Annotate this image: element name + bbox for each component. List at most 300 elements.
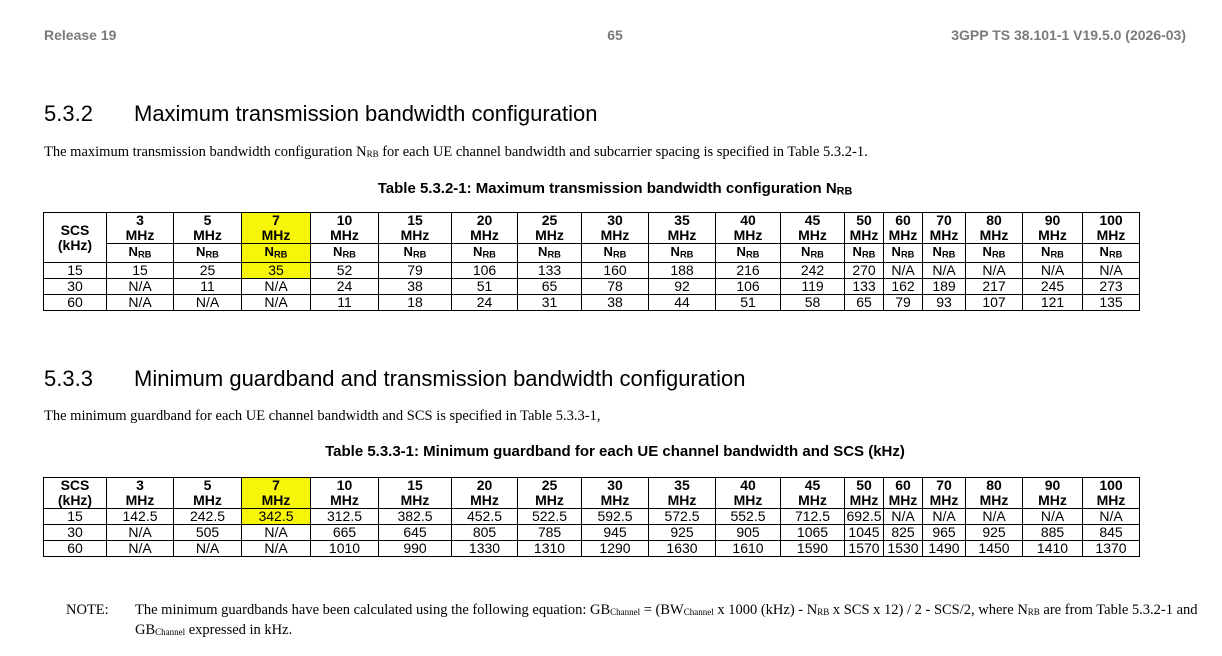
bandwidth-unit: MHz [470, 227, 499, 243]
nrb-symbol: N [670, 244, 680, 259]
value-cell: 712.5 [781, 509, 845, 525]
value-cell: 189 [923, 279, 966, 295]
value-cell: 15 [107, 263, 174, 279]
table-row [44, 525, 1140, 541]
bandwidth-unit: MHz [733, 492, 763, 508]
bandwidth-value: 20 [476, 212, 493, 228]
scs-header-unit: (kHz) [57, 236, 93, 253]
caption-text: Table 5.3.2-1: Maximum transmission bandwidth configuration N [377, 180, 837, 197]
nrb-header-cell [311, 244, 379, 263]
bandwidth-header-cell [452, 213, 518, 244]
note-subscript: RB [817, 607, 830, 618]
value-cell: 925 [649, 525, 716, 541]
bandwidth-unit: MHz [979, 492, 1009, 508]
value-cell: 505 [174, 525, 242, 541]
nrb-subscript: RB [342, 249, 356, 260]
bandwidth-value: 60 [895, 212, 911, 228]
bandwidth-value: 100 [1099, 212, 1123, 228]
note-text [135, 601, 1222, 641]
bandwidth-value: 40 [740, 212, 756, 228]
value-cell: 11 [311, 295, 379, 311]
scs-cell: 30 [44, 525, 107, 541]
nrb-symbol: N [932, 244, 942, 259]
value-cell: 452.5 [452, 509, 518, 525]
bandwidth-header-cell [582, 478, 649, 509]
bandwidth-value: 60 [895, 477, 911, 493]
intro-text: The maximum transmission bandwidth configuration N [44, 144, 367, 160]
value-cell: 382.5 [379, 509, 452, 525]
nrb-subscript: RB [273, 249, 288, 260]
value-cell: 1290 [582, 541, 649, 557]
nrb-subscript: RB [482, 249, 496, 260]
bandwidth-unit: MHz [400, 492, 430, 508]
bandwidth-value: 3 [136, 212, 144, 228]
table-minimum-guardband [43, 477, 1140, 557]
note-part: The minimum guardbands have been calculated using the following equation: GB [135, 602, 611, 618]
value-cell: 645 [379, 525, 452, 541]
value-cell: 78 [582, 279, 649, 295]
nrb-header-cell [242, 244, 311, 263]
nrb-subscript: RB [900, 249, 915, 260]
section-title: Maximum transmission bandwidth configuration [134, 101, 598, 126]
value-cell: 885 [1023, 525, 1083, 541]
bandwidth-unit: MHz [261, 492, 291, 508]
bandwidth-unit: MHz [1038, 492, 1067, 508]
value-cell: 552.5 [716, 509, 781, 525]
value-cell: N/A [242, 279, 311, 295]
bandwidth-value: 15 [407, 477, 423, 493]
value-cell: N/A [884, 509, 923, 525]
nrb-subscript: RB [1050, 249, 1064, 260]
bandwidth-unit: MHz [193, 492, 222, 508]
nrb-header-cell [923, 244, 966, 263]
bandwidth-value: 100 [1099, 477, 1123, 493]
value-cell: 38 [582, 295, 649, 311]
value-cell: 119 [781, 279, 845, 295]
bandwidth-value: 3 [136, 477, 144, 493]
value-cell: 188 [649, 263, 716, 279]
value-cell: 242 [781, 263, 845, 279]
bandwidth-value: 45 [804, 477, 821, 493]
value-cell: 692.5 [846, 508, 882, 524]
value-cell: 25 [174, 263, 242, 279]
nrb-header-cell [716, 244, 781, 263]
note-part: = (BW [640, 602, 684, 618]
bandwidth-header-cell [107, 213, 174, 244]
value-cell: 65 [845, 295, 884, 311]
bandwidth-header-cell [379, 213, 452, 244]
bandwidth-header-cell [845, 213, 884, 244]
nrb-header-cell [845, 244, 884, 263]
nrb-subscript: RB [412, 249, 427, 260]
value-cell: 51 [452, 279, 518, 295]
value-cell: 245 [1023, 279, 1083, 295]
value-cell: 1065 [781, 525, 845, 541]
note-part: are from Table 5.3.2-1 and GB [135, 602, 1198, 639]
bandwidth-value: 50 [856, 477, 872, 493]
bandwidth-header-cell [452, 478, 518, 509]
value-cell: 1630 [649, 541, 716, 557]
value-cell: N/A [966, 263, 1023, 279]
value-cell: 905 [716, 525, 781, 541]
bandwidth-value: 70 [936, 212, 952, 228]
value-cell: 785 [518, 525, 582, 541]
nrb-subscript: RB [861, 249, 876, 260]
bandwidth-header-cell [884, 478, 923, 509]
table-max-transmission-bandwidth [43, 212, 1140, 311]
bandwidth-value: 30 [607, 212, 623, 228]
value-cell: N/A [107, 541, 174, 557]
value-cell: 1530 [884, 541, 923, 557]
bandwidth-header-cell [518, 213, 582, 244]
value-cell: 58 [781, 295, 845, 311]
bandwidth-header-cell [716, 478, 781, 509]
bandwidth-header-cell [311, 213, 379, 244]
bandwidth-unit: MHz [600, 492, 630, 508]
bandwidth-value: 15 [407, 212, 423, 228]
nrb-subscript: RB [612, 249, 627, 260]
intro-text-end: for each UE channel bandwidth and subcarrier spacing is specified in Table 5.3.2-1. [378, 144, 868, 160]
value-cell: 1490 [923, 541, 966, 557]
value-cell: N/A [1083, 263, 1140, 279]
nrb-header-cell [649, 244, 716, 263]
value-cell: 1410 [1023, 541, 1083, 557]
bandwidth-header-cell [174, 478, 242, 509]
value-cell: 160 [582, 263, 649, 279]
nrb-symbol: N [1041, 244, 1051, 259]
value-cell: N/A [884, 263, 923, 279]
nrb-symbol: N [891, 244, 901, 259]
bandwidth-unit: MHz [193, 227, 222, 243]
bandwidth-value: 10 [336, 212, 353, 228]
bandwidth-value: 50 [856, 212, 872, 228]
value-cell: 1590 [781, 541, 845, 557]
bandwidth-unit: MHz [125, 227, 155, 243]
value-cell: 52 [311, 263, 379, 279]
value-cell: 31 [518, 295, 582, 311]
value-cell: 106 [716, 279, 781, 295]
value-cell: N/A [923, 509, 966, 525]
bandwidth-unit: MHz [733, 227, 763, 243]
table-row [44, 279, 1140, 295]
scs-header-cell [44, 213, 107, 263]
nrb-symbol: N [128, 244, 138, 259]
bandwidth-unit: MHz [1096, 492, 1126, 508]
bandwidth-header-cell [242, 213, 311, 244]
bandwidth-unit: MHz [667, 492, 697, 508]
nrb-symbol: N [264, 244, 274, 259]
table-caption-5-3-3-1: Table 5.3.3-1: Minimum guardband for each UE channel bandwidth and SCS (kHz) [325, 443, 905, 460]
value-cell: 65 [518, 279, 582, 295]
value-cell: 121 [1023, 295, 1083, 311]
value-cell: N/A [174, 541, 242, 557]
scs-cell: 30 [44, 279, 107, 295]
value-cell: N/A [107, 279, 174, 295]
nrb-symbol: N [852, 244, 862, 259]
bandwidth-header-cell [923, 478, 966, 509]
table-row [44, 295, 1140, 311]
bandwidth-value: 90 [1044, 477, 1061, 493]
scs-header-line: SCS [60, 221, 90, 238]
section-title: Minimum guardband and transmission bandwidth configuration [134, 366, 746, 391]
value-cell: 135 [1083, 295, 1140, 311]
bandwidth-unit: MHz [1038, 227, 1067, 243]
value-cell: 1610 [716, 541, 781, 557]
section-number: 5.3.2 [44, 101, 93, 126]
scs-header-cell [44, 478, 107, 509]
bandwidth-unit: MHz [849, 227, 879, 243]
value-cell: 342.5 [242, 509, 311, 525]
bandwidth-header-cell [716, 213, 781, 244]
intro-subscript: RB [366, 149, 379, 160]
value-cell: 216 [716, 263, 781, 279]
value-cell: N/A [1023, 263, 1083, 279]
nrb-symbol: N [982, 244, 992, 259]
bandwidth-unit: MHz [600, 227, 630, 243]
bandwidth-header-cell [1083, 213, 1140, 244]
value-cell: 142.5 [107, 509, 174, 525]
nrb-subscript: RB [205, 249, 219, 260]
bandwidth-value: 35 [674, 212, 690, 228]
value-cell: 665 [311, 525, 379, 541]
bandwidth-header-cell [781, 213, 845, 244]
bandwidth-unit: MHz [1096, 227, 1126, 243]
value-cell: 273 [1083, 279, 1140, 295]
nrb-header-cell [174, 244, 242, 263]
note-subscript: Channel [155, 627, 186, 638]
nrb-subscript: RB [679, 249, 694, 260]
nrb-subscript: RB [991, 249, 1006, 260]
table-row [44, 509, 1140, 525]
bandwidth-unit: MHz [535, 492, 564, 508]
bandwidth-unit: MHz [400, 227, 430, 243]
nrb-header-cell [1023, 244, 1083, 263]
scs-cell: 15 [44, 263, 107, 279]
bandwidth-header-cell [923, 213, 966, 244]
nrb-header-cell [1083, 244, 1140, 263]
bandwidth-unit: MHz [470, 492, 499, 508]
value-cell: 990 [379, 541, 452, 557]
value-cell: 133 [518, 263, 582, 279]
bandwidth-value: 40 [740, 477, 756, 493]
bandwidth-header-cell [781, 478, 845, 509]
section-heading-5-3-2 [44, 101, 597, 127]
bandwidth-unit: MHz [888, 227, 918, 243]
bandwidth-unit: MHz [330, 492, 359, 508]
value-cell: N/A [923, 263, 966, 279]
bandwidth-value: 10 [336, 477, 353, 493]
value-cell: 845 [1083, 525, 1140, 541]
value-cell: 18 [379, 295, 452, 311]
nrb-symbol: N [538, 244, 548, 259]
scs-cell: 60 [44, 295, 107, 311]
bandwidth-header-cell [379, 478, 452, 509]
scs-header-unit: (kHz) [57, 492, 93, 508]
bandwidth-header-cell [966, 213, 1023, 244]
nrb-symbol: N [403, 244, 413, 259]
bandwidth-value: 5 [203, 212, 212, 228]
value-cell: 38 [379, 279, 452, 295]
value-cell: 825 [884, 525, 923, 541]
bandwidth-value: 80 [986, 212, 1002, 228]
table-caption-5-3-2-1 [0, 180, 1222, 198]
value-cell: 79 [884, 295, 923, 311]
value-cell: 93 [923, 295, 966, 311]
value-cell: N/A [966, 509, 1023, 525]
nrb-subscript: RB [745, 249, 760, 260]
bandwidth-unit: MHz [261, 227, 291, 243]
value-cell: 1045 [845, 525, 884, 541]
bandwidth-header-cell [107, 478, 174, 509]
value-cell: 945 [582, 525, 649, 541]
nrb-subscript: RB [137, 249, 152, 260]
value-cell: 1370 [1083, 541, 1140, 557]
bandwidth-value: 45 [804, 212, 821, 228]
note-part: x 1000 (kHz) - N [713, 602, 818, 618]
bandwidth-value: 30 [607, 477, 623, 493]
value-cell: 106 [452, 263, 518, 279]
nrb-subscript: RB [547, 249, 561, 260]
value-cell: 107 [966, 295, 1023, 311]
bandwidth-header-cell [966, 478, 1023, 509]
value-cell: 24 [452, 295, 518, 311]
nrb-header-cell [582, 244, 649, 263]
value-cell: 35 [242, 263, 311, 279]
nrb-symbol: N [1099, 244, 1109, 259]
bandwidth-unit: MHz [330, 227, 359, 243]
bandwidth-value: 5 [203, 477, 212, 493]
scs-cell: 60 [44, 541, 107, 557]
bandwidth-unit: MHz [929, 227, 959, 243]
nrb-symbol: N [473, 244, 483, 259]
bandwidth-unit: MHz [125, 492, 155, 508]
value-cell: 1570 [845, 541, 884, 557]
nrb-header-cell [452, 244, 518, 263]
bandwidth-header-cell [242, 478, 311, 509]
note-subscript: RB [1027, 607, 1040, 618]
bandwidth-header-cell [311, 478, 379, 509]
value-cell: 1330 [452, 541, 518, 557]
bandwidth-value: 20 [476, 477, 493, 493]
section-heading-5-3-3 [44, 366, 745, 392]
table-row [44, 263, 1140, 279]
bandwidth-header-cell [845, 478, 884, 509]
note-subscript: Channel [683, 607, 714, 618]
value-cell: 925 [966, 525, 1023, 541]
release-label: Release 19 [44, 27, 117, 43]
value-cell: N/A [107, 525, 174, 541]
page-number: 65 [607, 27, 623, 43]
bandwidth-unit: MHz [667, 227, 697, 243]
value-cell: N/A [174, 295, 242, 311]
bandwidth-value: 35 [674, 477, 690, 493]
nrb-header-cell [518, 244, 582, 263]
nrb-header-cell [781, 244, 845, 263]
bandwidth-header-cell [649, 478, 716, 509]
scs-cell: 15 [44, 509, 107, 525]
value-cell: 965 [923, 525, 966, 541]
bandwidth-header-cell [1023, 213, 1083, 244]
scs-header-line: SCS [60, 477, 90, 493]
value-cell: 1310 [518, 541, 582, 557]
value-cell: 133 [845, 279, 884, 295]
value-cell: N/A [1083, 509, 1140, 525]
bandwidth-unit: MHz [979, 227, 1009, 243]
value-cell: 242.5 [174, 509, 242, 525]
bandwidth-unit: MHz [535, 227, 564, 243]
bandwidth-header-cell [649, 213, 716, 244]
note-part: expressed in kHz. [185, 622, 293, 639]
note-subscript: Channel [610, 607, 641, 618]
bandwidth-header-cell [1023, 478, 1083, 509]
nrb-header-cell [966, 244, 1023, 263]
nrb-subscript: RB [941, 249, 956, 260]
bandwidth-unit: MHz [798, 492, 827, 508]
nrb-symbol: N [801, 244, 811, 259]
value-cell: 572.5 [649, 509, 716, 525]
nrb-symbol: N [333, 244, 343, 259]
note-label: NOTE: [66, 602, 109, 618]
bandwidth-header-cell [884, 213, 923, 244]
table-row [44, 541, 1140, 557]
note-part: x SCS x 12) / 2 - SCS/2, where N [829, 602, 1028, 618]
nrb-symbol: N [736, 244, 746, 259]
value-cell: 312.5 [311, 509, 379, 525]
nrb-header-cell [379, 244, 452, 263]
nrb-subscript: RB [1108, 249, 1123, 260]
bandwidth-header-cell [582, 213, 649, 244]
nrb-header-cell [884, 244, 923, 263]
value-cell: N/A [242, 295, 311, 311]
value-cell: 51 [716, 295, 781, 311]
bandwidth-value: 25 [541, 212, 558, 228]
value-cell: 162 [884, 279, 923, 295]
bandwidth-header-cell [174, 213, 242, 244]
caption-subscript: RB [836, 185, 853, 198]
bandwidth-unit: MHz [849, 492, 879, 508]
value-cell: 92 [649, 279, 716, 295]
bandwidth-header-cell [518, 478, 582, 509]
bandwidth-value: 70 [936, 477, 952, 493]
value-cell: 270 [845, 263, 884, 279]
value-cell: N/A [107, 295, 174, 311]
bandwidth-value: 80 [986, 477, 1002, 493]
spec-id: 3GPP TS 38.101-1 V19.5.0 (2026-03) [951, 27, 1186, 43]
section-number: 5.3.3 [44, 366, 93, 391]
section-5-3-2-intro [44, 144, 868, 161]
value-cell: N/A [242, 525, 311, 541]
value-cell: 522.5 [518, 509, 582, 525]
value-cell: 805 [452, 525, 518, 541]
value-cell: N/A [242, 541, 311, 557]
value-cell: 217 [966, 279, 1023, 295]
value-cell: 79 [379, 263, 452, 279]
nrb-subscript: RB [810, 249, 824, 260]
nrb-symbol: N [603, 244, 613, 259]
value-cell: 44 [649, 295, 716, 311]
bandwidth-unit: MHz [929, 492, 959, 508]
value-cell: 1450 [966, 541, 1023, 557]
value-cell: 592.5 [582, 509, 649, 525]
value-cell: N/A [1023, 509, 1083, 525]
bandwidth-unit: MHz [888, 492, 918, 508]
nrb-symbol: N [196, 244, 206, 259]
bandwidth-value: 7 [272, 477, 280, 493]
bandwidth-value: 7 [272, 212, 280, 228]
value-cell: 1010 [311, 541, 379, 557]
nrb-header-cell [107, 244, 174, 263]
bandwidth-unit: MHz [798, 227, 827, 243]
